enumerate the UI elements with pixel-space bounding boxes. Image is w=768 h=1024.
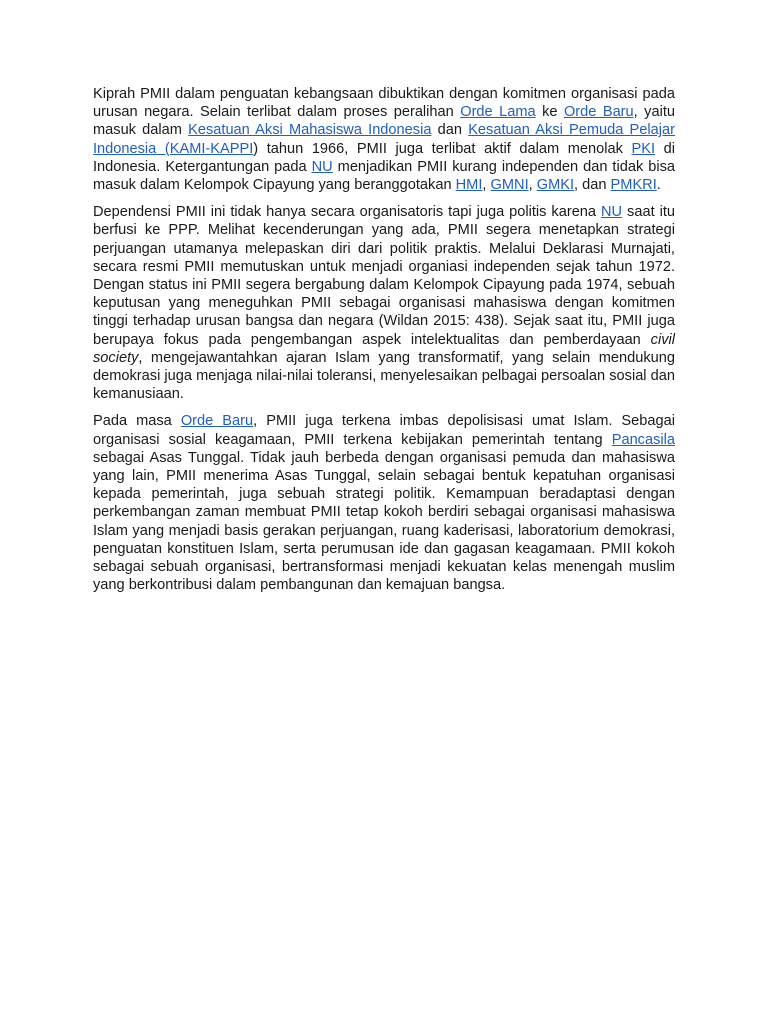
link-orde-baru[interactable]: Orde Baru — [563, 104, 634, 121]
text: Kiprah PMII dalam penguatan kebangsaan dibuktikan dengan komitmen organisasi pada urusan negara. Selain terlibat dalam proses peralihan — [93, 86, 675, 121]
paragraph-2 — [93, 203, 675, 403]
text: dan — [431, 122, 469, 139]
text: sebagai Asas Tunggal. Tidak jauh berbeda dengan organisasi pemuda dan mahasiswa yang lain, PMII menerima Asas Tunggal, selain sebagai bentuk kepatuhan organisasi kepada pemerintah, juga sebuah strategi politik. Kemampuan beradaptasi dengan perkembangan zaman membuat PMII tetap kokoh berdiri sebagai organisasi mahasiswa Islam yang menjadi basis gerakan perjuangan, ruang kaderisasi, laboratorium demokrasi, penguatan konstituen Islam, serta perumusan ide dan gagasan keagamaan. PMII kokoh sebagai sebuah organisasi, bertransformasi menjadi kekuatan kelas menengah muslim yang berkontribusi dalam pembangunan dan kemajuan bangsa. — [93, 449, 675, 594]
text: di Indonesia. Ketergantungan pada — [93, 140, 675, 175]
text: Dependensi PMII ini tidak hanya secara organisatoris tapi juga politis karena — [93, 204, 601, 221]
link-hmi[interactable]: HMI — [455, 177, 483, 194]
link-gmki[interactable]: GMKI — [536, 177, 575, 194]
text: Pada masa — [93, 413, 181, 430]
link-pmkri[interactable]: PMKRI — [610, 177, 657, 194]
link-orde-baru[interactable]: Orde Baru — [180, 413, 254, 430]
link-pki[interactable]: PKI — [631, 140, 656, 157]
link-orde-lama[interactable]: Orde Lama — [460, 104, 536, 121]
link-pancasila[interactable]: Pancasila — [611, 431, 675, 448]
text: ke — [535, 104, 564, 121]
link-nu[interactable]: NU — [311, 158, 333, 175]
text: , yaitu masuk dalam — [93, 104, 675, 139]
paragraph-1 — [93, 85, 675, 194]
link-nu[interactable]: NU — [601, 204, 623, 221]
text: , PMII juga terkena imbas depolisisasi umat Islam. Sebagai organisasi sosial keagamaan, PMII terkena kebijakan pemerintah tentang — [93, 413, 675, 448]
link-kami[interactable]: Kesatuan Aksi Mahasiswa Indonesia — [188, 122, 432, 139]
text: , — [482, 177, 491, 194]
text: , — [528, 177, 537, 194]
text: saat itu berfusi ke PPP. Melihat kecenderungan yang ada, PMII segera menetapkan strategi perjuangan utamanya melepaskan diri dari politik praktis. Melalui Deklarasi Murnajati, secara resmi PMII memutuskan untuk menjadi organiasi independen sejak tahun 1972. Dengan status ini PMII segera bergabung dalam Kelompok Cipayung pada 1974, sebuah keputusan yang meneguhkan PMII sebagai organisasi mahasiswa dengan komitmen tinggi terhadap urusan bangsa dan negara (Wildan 2015: 438). Sejak saat itu, PMII juga berupaya fokus pada pengembangan aspek intelektualitas dan pemberdayaan — [93, 204, 676, 348]
document-page — [93, 85, 675, 603]
link-gmni[interactable]: GMNI — [490, 177, 529, 194]
text: ) tahun 1966, PMII juga terlibat aktif dalam menolak — [253, 140, 632, 157]
text: . — [656, 177, 661, 194]
link-kami-kappi[interactable]: Kesatuan Aksi Pemuda Pelajar Indonesia (KAMI-KAPPI — [93, 122, 675, 157]
text: menjadikan PMII kurang independen dan tidak bisa masuk dalam Kelompok Cipayung yang beranggotakan — [93, 158, 675, 194]
emphasis-civil-society: civil society — [93, 331, 675, 366]
paragraph-3 — [93, 412, 675, 594]
text: , dan — [574, 177, 611, 194]
text: , mengejawantahkan ajaran Islam yang transformatif, yang selain mendukung demokrasi juga menjaga nilai-nilai toleransi, menyelesaikan pelbagai persoalan sosial dan kemanusiaan. — [93, 349, 675, 403]
